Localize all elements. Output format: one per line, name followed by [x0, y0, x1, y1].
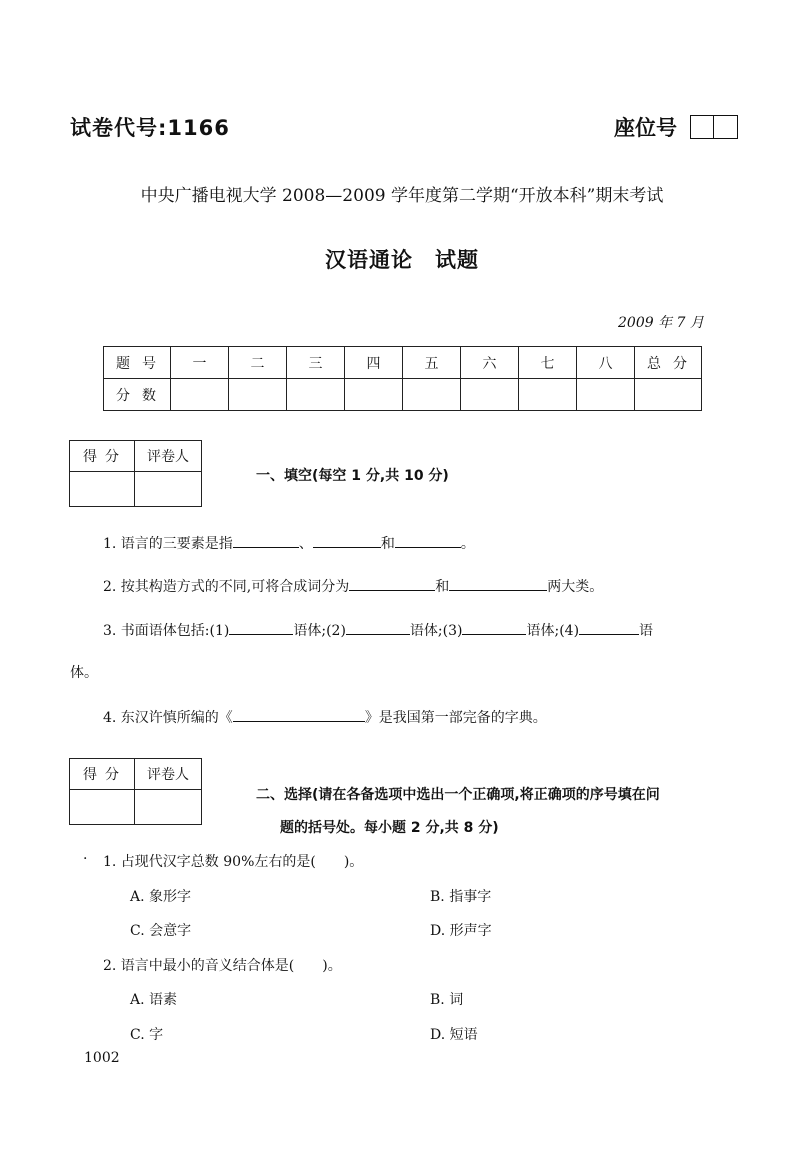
score-cell[interactable] — [229, 379, 287, 411]
score-table-col: 三 — [287, 347, 345, 379]
question-text: 和 — [380, 536, 395, 552]
question-text: 语 — [639, 623, 654, 639]
score-label: 得分 — [70, 759, 135, 790]
question-text: 两大类。 — [547, 579, 604, 595]
question-text: 和 — [435, 579, 450, 595]
answer-blank[interactable] — [229, 621, 293, 635]
answer-blank[interactable] — [233, 708, 365, 722]
answer-blank[interactable] — [462, 621, 526, 635]
score-table-col: 六 — [461, 347, 519, 379]
grader-box-section2 — [69, 758, 202, 825]
score-cell[interactable] — [403, 379, 461, 411]
question-text: 语体;(3) — [409, 623, 463, 639]
grader-cell[interactable] — [135, 790, 202, 825]
question-text: 4. 东汉许慎所编的《 — [103, 710, 233, 726]
score-cell[interactable] — [519, 379, 577, 411]
answer-blank[interactable] — [313, 534, 381, 548]
score-cell[interactable] — [70, 790, 135, 825]
grader-label: 评卷人 — [135, 759, 202, 790]
seat-label: 座位号 — [614, 116, 677, 140]
seat-number-boxes — [690, 115, 738, 139]
option-b[interactable]: B. 指事字 — [430, 889, 492, 905]
score-label: 得分 — [70, 441, 135, 472]
score-cell[interactable] — [577, 379, 635, 411]
score-table-row-label: 题号 — [104, 347, 171, 379]
question-1-1 — [103, 533, 475, 553]
question-1-3 — [103, 620, 653, 640]
question-1-2 — [103, 576, 603, 596]
option-b[interactable]: B. 词 — [430, 992, 464, 1008]
question-text: 1. 语言的三要素是指 — [103, 536, 233, 552]
option-a[interactable]: A. 象形字 — [130, 889, 192, 905]
question-2-2-stem: 2. 语言中最小的音义结合体是( )。 — [103, 958, 342, 974]
exam-title: 中央广播电视大学 2008—2009 学年度第二学期“开放本科”期末考试 — [140, 186, 664, 206]
question-text: 语体;(2) — [293, 623, 346, 639]
option-c[interactable]: C. 会意字 — [130, 923, 192, 939]
score-cell[interactable] — [287, 379, 345, 411]
score-cell[interactable] — [461, 379, 519, 411]
answer-blank[interactable] — [395, 534, 461, 548]
answer-blank[interactable] — [579, 621, 639, 635]
seat-box — [690, 115, 714, 139]
section2-title-line1: 二、选择(请在各备选项中选出一个正确项,将正确项的序号填在问 — [256, 787, 660, 803]
option-d[interactable]: D. 形声字 — [430, 923, 492, 939]
paper-title: 汉语通论 试题 — [325, 248, 479, 272]
question-text: 》是我国第一部完备的字典。 — [364, 710, 547, 726]
question-text: 、 — [298, 536, 313, 552]
page-number: 1002 — [84, 1050, 120, 1066]
question-text: 。 — [460, 536, 475, 552]
score-cell[interactable] — [70, 472, 135, 507]
score-table-col: 四 — [345, 347, 403, 379]
option-a[interactable]: A. 语素 — [130, 992, 178, 1008]
grader-cell[interactable] — [135, 472, 202, 507]
score-table-total-label: 总分 — [635, 347, 702, 379]
scan-mark: · — [83, 851, 88, 867]
score-table-col: 一 — [171, 347, 229, 379]
question-2-1-stem: 1. 占现代汉字总数 90%左右的是( )。 — [103, 854, 364, 870]
answer-blank[interactable] — [349, 577, 435, 591]
section1-title: 一、填空(每空 1 分,共 10 分) — [256, 468, 449, 484]
score-cell[interactable] — [171, 379, 229, 411]
exam-date: 2009 年 7 月 — [618, 315, 704, 331]
question-text: 2. 按其构造方式的不同,可将合成词分为 — [103, 579, 350, 595]
grader-label: 评卷人 — [135, 441, 202, 472]
question-text: 语体;(4) — [526, 623, 580, 639]
section2-title-line2: 题的括号处。每小题 2 分,共 8 分) — [280, 820, 499, 836]
option-d[interactable]: D. 短语 — [430, 1027, 478, 1043]
score-table-col: 七 — [519, 347, 577, 379]
seat-box — [714, 115, 738, 139]
paper-code: 试卷代号:1166 — [70, 116, 230, 140]
score-table-header-row — [104, 347, 702, 379]
score-table-score-row — [104, 379, 702, 411]
answer-blank[interactable] — [346, 621, 410, 635]
question-1-4 — [103, 707, 547, 727]
score-cell[interactable] — [345, 379, 403, 411]
question-text: 3. 书面语体包括:(1) — [103, 623, 230, 639]
answer-blank[interactable] — [449, 577, 547, 591]
score-table-col: 二 — [229, 347, 287, 379]
score-table-row-label: 分数 — [104, 379, 171, 411]
score-table-col: 五 — [403, 347, 461, 379]
grader-box-section1 — [69, 440, 202, 507]
option-c[interactable]: C. 字 — [130, 1027, 164, 1043]
score-table — [103, 346, 702, 411]
score-table-col: 八 — [577, 347, 635, 379]
question-1-3-continued: 体。 — [70, 665, 98, 681]
answer-blank[interactable] — [233, 534, 299, 548]
score-cell[interactable] — [635, 379, 702, 411]
